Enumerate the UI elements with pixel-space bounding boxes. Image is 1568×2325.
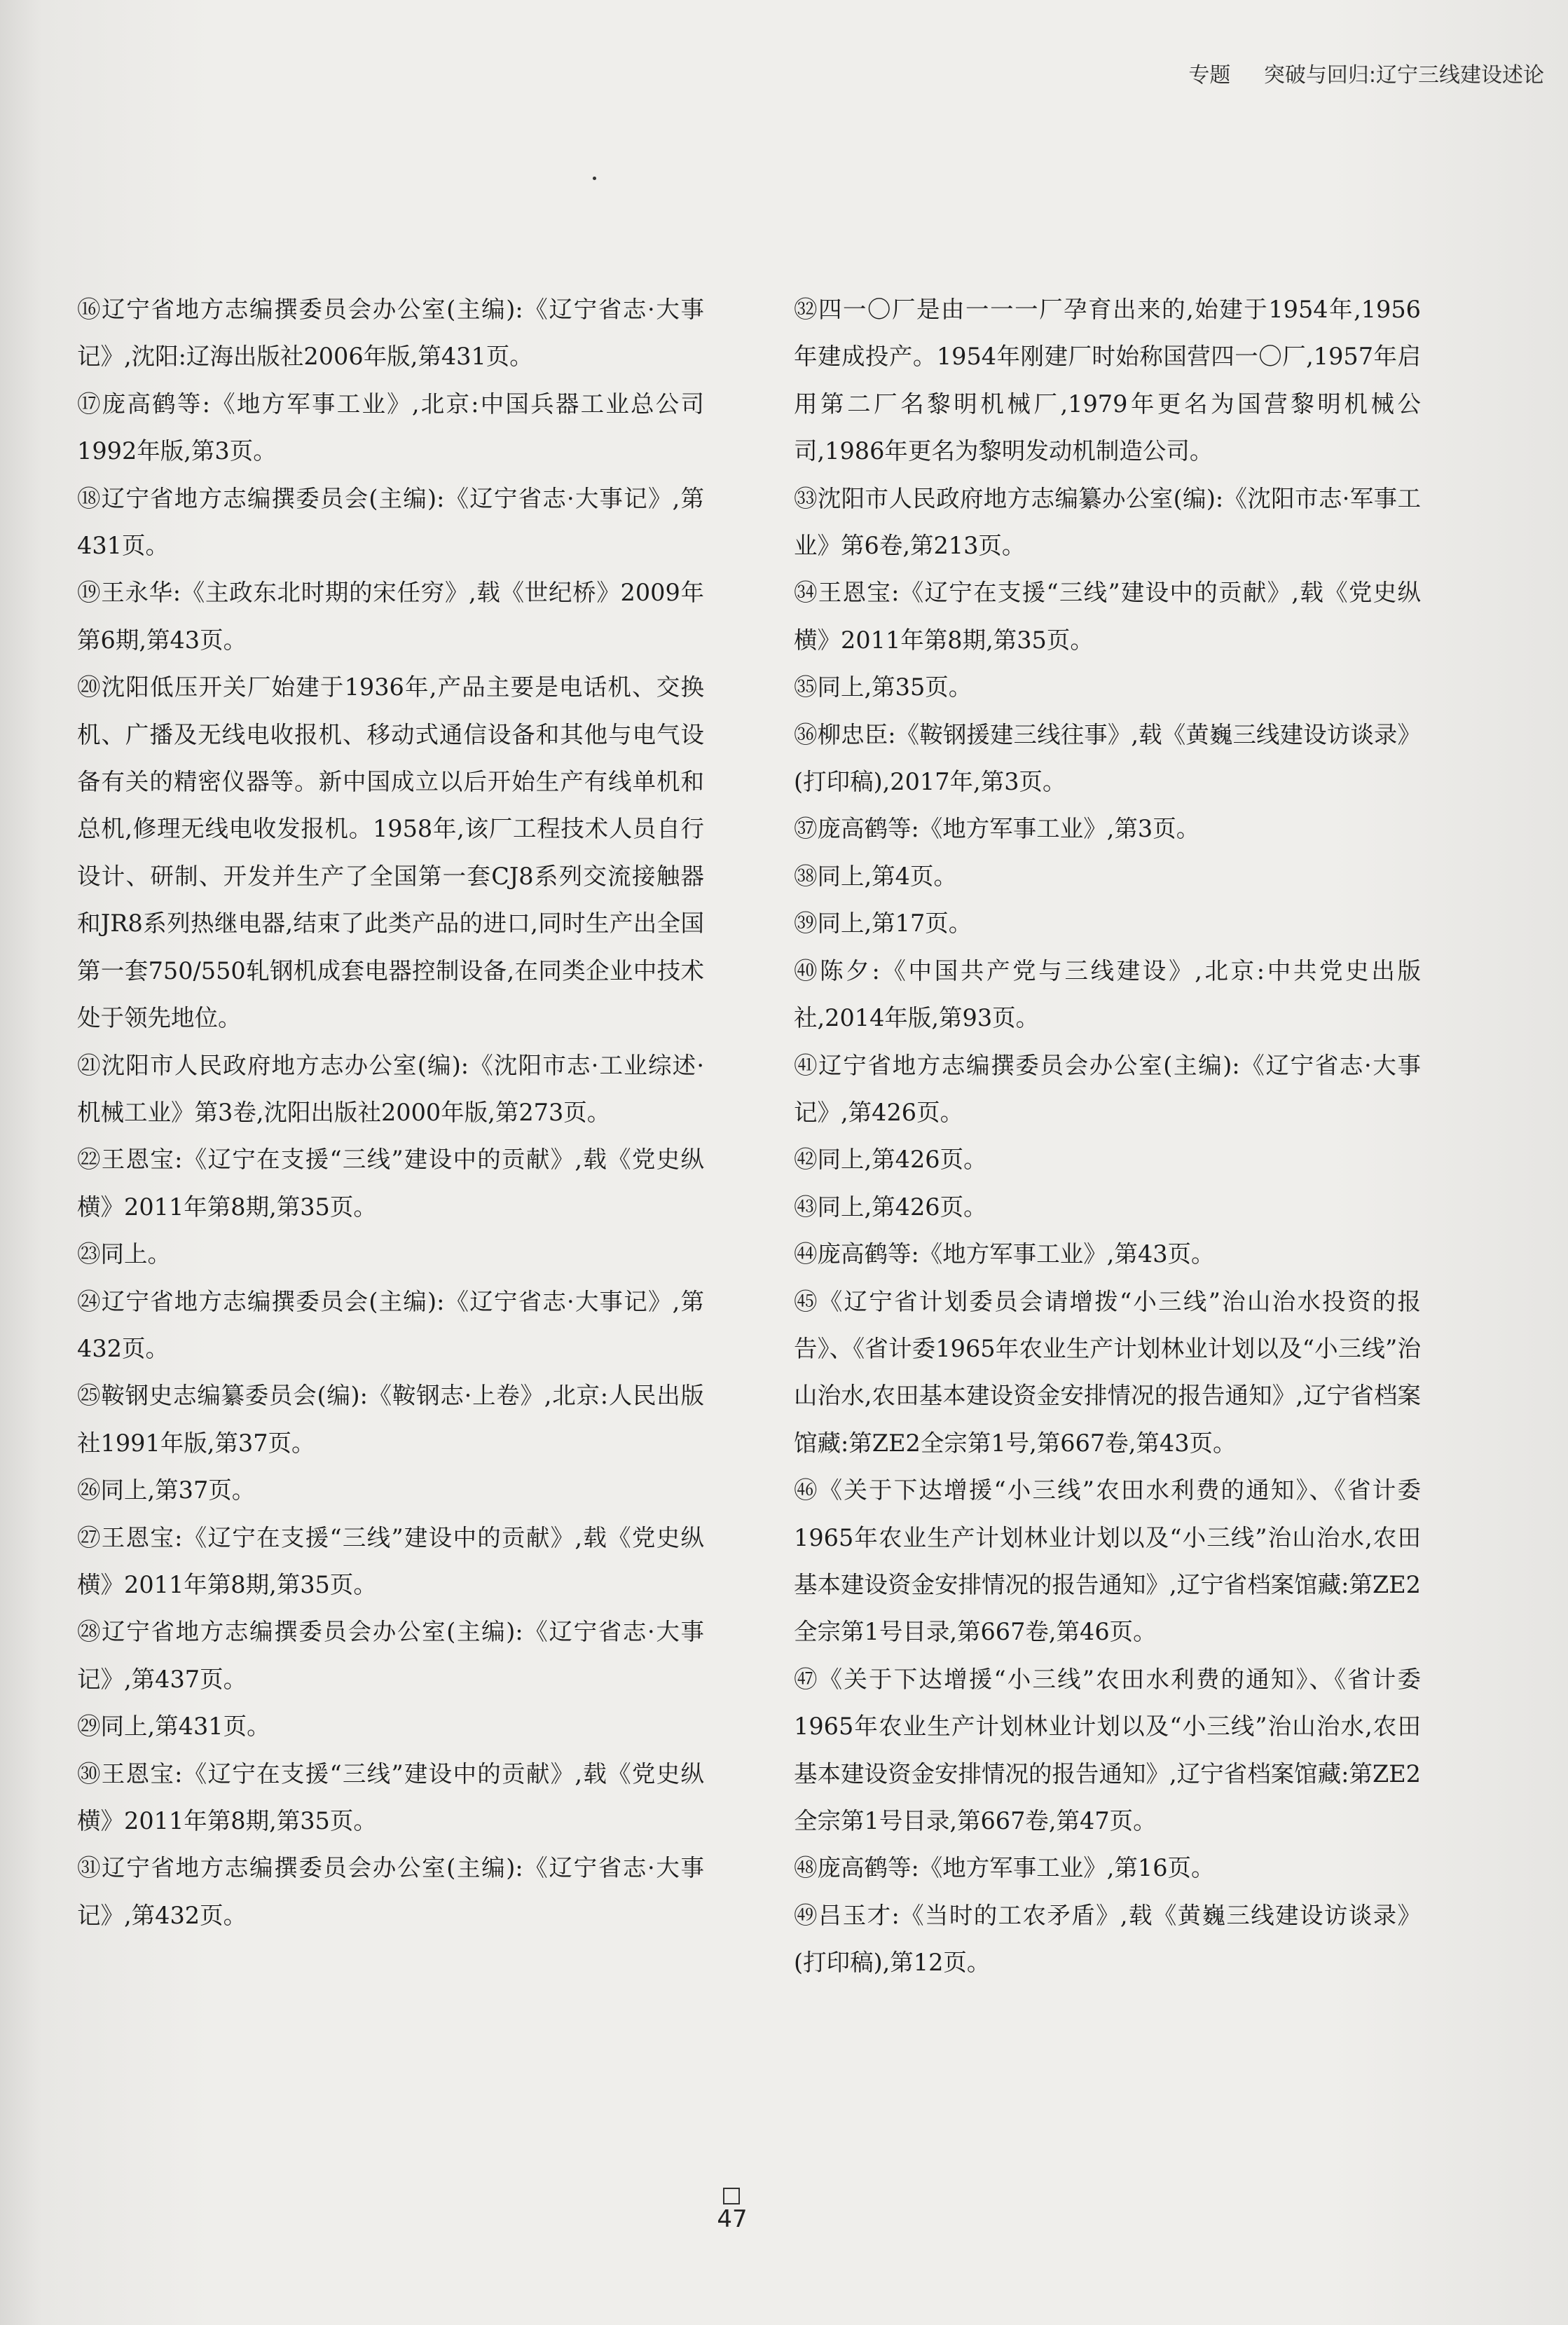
footnote-16: ⑯辽宁省地方志编撰委员会办公室(主编):《辽宁省志·大事记》,沈阳:辽海出版社2006年版,第431页。 — [77, 296, 704, 371]
footnote-40: ㊵陈夕:《中国共产党与三线建设》,北京:中共党史出版社,2014年版,第93页。 — [794, 956, 1421, 1032]
header-title: 突破与回归:辽宁三线建设述论 — [1263, 63, 1544, 88]
footnote-42: ㊷同上,第426页。 — [794, 1146, 987, 1174]
footnote-25: ㉕鞍钢史志编纂委员会(编):《鞍钢志·上卷》,北京:人民出版社1991年版,第37页。 — [77, 1382, 704, 1457]
footnote-33: ㉝沈阳市人民政府地方志编纂办公室(编):《沈阳市志·军事工业》第6卷,第213页。 — [794, 484, 1421, 560]
footnote-27: ㉗王恩宝:《辽宁在支援“三线”建设中的贡献》,载《党史纵横》2011年第8期,第35页。 — [77, 1523, 704, 1598]
footnote-32: ㉜四一〇厂是由一一一厂孕育出来的,始建于1954年,1956年建成投产。1954年刚建厂时始称国营四一〇厂,1957年启用第二厂名黎明机械厂,1979年更名为国营黎明机械公司,1986年更名为黎明发动机制造公司。 — [794, 296, 1421, 465]
footnote-47: ㊼《关于下达增援“小三线”农田水利费的通知》、《省计委1965年农业生产计划林业计划以及“小三线”治山治水,农田基本建设资金安排情况的报告通知》,辽宁省档案馆藏:第ZE2全宗第1号目录,第667卷,第47页。 — [794, 1665, 1421, 1834]
right-column-notes — [794, 286, 1421, 1987]
footnote-36: ㊱柳忠臣:《鞍钢援建三线往事》,载《黄巍三线建设访谈录》(打印稿),2017年,第3页。 — [794, 720, 1421, 796]
footnote-43: ㊸同上,第426页。 — [794, 1193, 987, 1221]
page-number: 47 — [717, 2205, 748, 2233]
left-column-notes — [77, 286, 704, 1939]
header-section: 专题 — [1188, 63, 1231, 88]
footnote-21: ㉑沈阳市人民政府地方志办公室(编):《沈阳市志·工业综述·机械工业》第3卷,沈阳出版社2000年版,第273页。 — [77, 1051, 704, 1126]
footer-square-ornament — [723, 2188, 740, 2204]
footnote-48: ㊽庞高鹤等:《地方军事工业》,第16页。 — [794, 1854, 1215, 1882]
footnote-30: ㉚王恩宝:《辽宁在支援“三线”建设中的贡献》,载《党史纵横》2011年第8期,第35页。 — [77, 1760, 704, 1834]
footnote-44: ㊹庞高鹤等:《地方军事工业》,第43页。 — [794, 1240, 1215, 1268]
footnote-22: ㉒王恩宝:《辽宁在支援“三线”建设中的贡献》,载《党史纵横》2011年第8期,第35页。 — [77, 1146, 704, 1221]
footnote-35: ㉟同上,第35页。 — [794, 673, 972, 701]
running-header — [1188, 57, 1544, 88]
footnote-39: ㊴同上,第17页。 — [794, 910, 972, 938]
footnote-31: ㉛辽宁省地方志编撰委员会办公室(主编):《辽宁省志·大事记》,第432页。 — [77, 1854, 704, 1929]
footnote-28: ㉘辽宁省地方志编撰委员会办公室(主编):《辽宁省志·大事记》,第437页。 — [77, 1618, 704, 1693]
footnote-46: ㊻《关于下达增援“小三线”农田水利费的通知》、《省计委1965年农业生产计划林业计划以及“小三线”治山治水,农田基本建设资金安排情况的报告通知》,辽宁省档案馆藏:第ZE2全宗第1号目录,第667卷,第46页。 — [794, 1476, 1421, 1646]
footnote-24: ㉔辽宁省地方志编撰委员会(主编):《辽宁省志·大事记》,第432页。 — [77, 1287, 704, 1362]
footnote-38: ㊳同上,第4页。 — [794, 862, 957, 890]
footnote-26: ㉖同上,第37页。 — [77, 1476, 256, 1504]
footnote-34: ㉞王恩宝:《辽宁在支援“三线”建设中的贡献》,载《党史纵横》2011年第8期,第35页。 — [794, 579, 1421, 654]
footnote-45: ㊺《辽宁省计划委员会请增拨“小三线”治山治水投资的报告》、《省计委1965年农业生产计划林业计划以及“小三线”治山治水,农田基本建设资金安排情况的报告通知》,辽宁省档案馆藏:第ZE2全宗第1号,第667卷,第43页。 — [794, 1287, 1421, 1457]
footnote-17: ⑰庞高鹤等:《地方军事工业》,北京:中国兵器工业总公司1992年版,第3页。 — [77, 390, 704, 465]
footnote-41: ㊶辽宁省地方志编撰委员会办公室(主编):《辽宁省志·大事记》,第426页。 — [794, 1051, 1421, 1126]
footnote-49: ㊾吕玉才:《当时的工农矛盾》,载《黄巍三线建设访谈录》(打印稿),第12页。 — [794, 1901, 1421, 1977]
footnote-23: ㉓同上。 — [77, 1240, 171, 1268]
footnote-29: ㉙同上,第431页。 — [77, 1713, 270, 1741]
footnote-37: ㊲庞高鹤等:《地方军事工业》,第3页。 — [794, 815, 1200, 843]
footnote-18: ⑱辽宁省地方志编撰委员会(主编):《辽宁省志·大事记》,第431页。 — [77, 484, 704, 560]
footnote-20: ⑳沈阳低压开关厂始建于1936年,产品主要是电话机、交换机、广播及无线电收报机、移动式通信设备和其他与电气设备有关的精密仪器等。新中国成立以后开始生产有线单机和总机,修理无线电收发报机。1958年,该厂工程技术人员自行设计、研制、开发并生产了全国第一套CJ8系列交流接触器和JR8系列热继电器,结束了此类产品的进口,同时生产出全国第一套750/550轧钢机成套电器控制设备,在同类企业中技术处于领先地位。 — [77, 673, 704, 1032]
stray-dot — [593, 177, 596, 180]
footnote-19: ⑲王永华:《主政东北时期的宋任穷》,载《世纪桥》2009年第6期,第43页。 — [77, 579, 704, 654]
